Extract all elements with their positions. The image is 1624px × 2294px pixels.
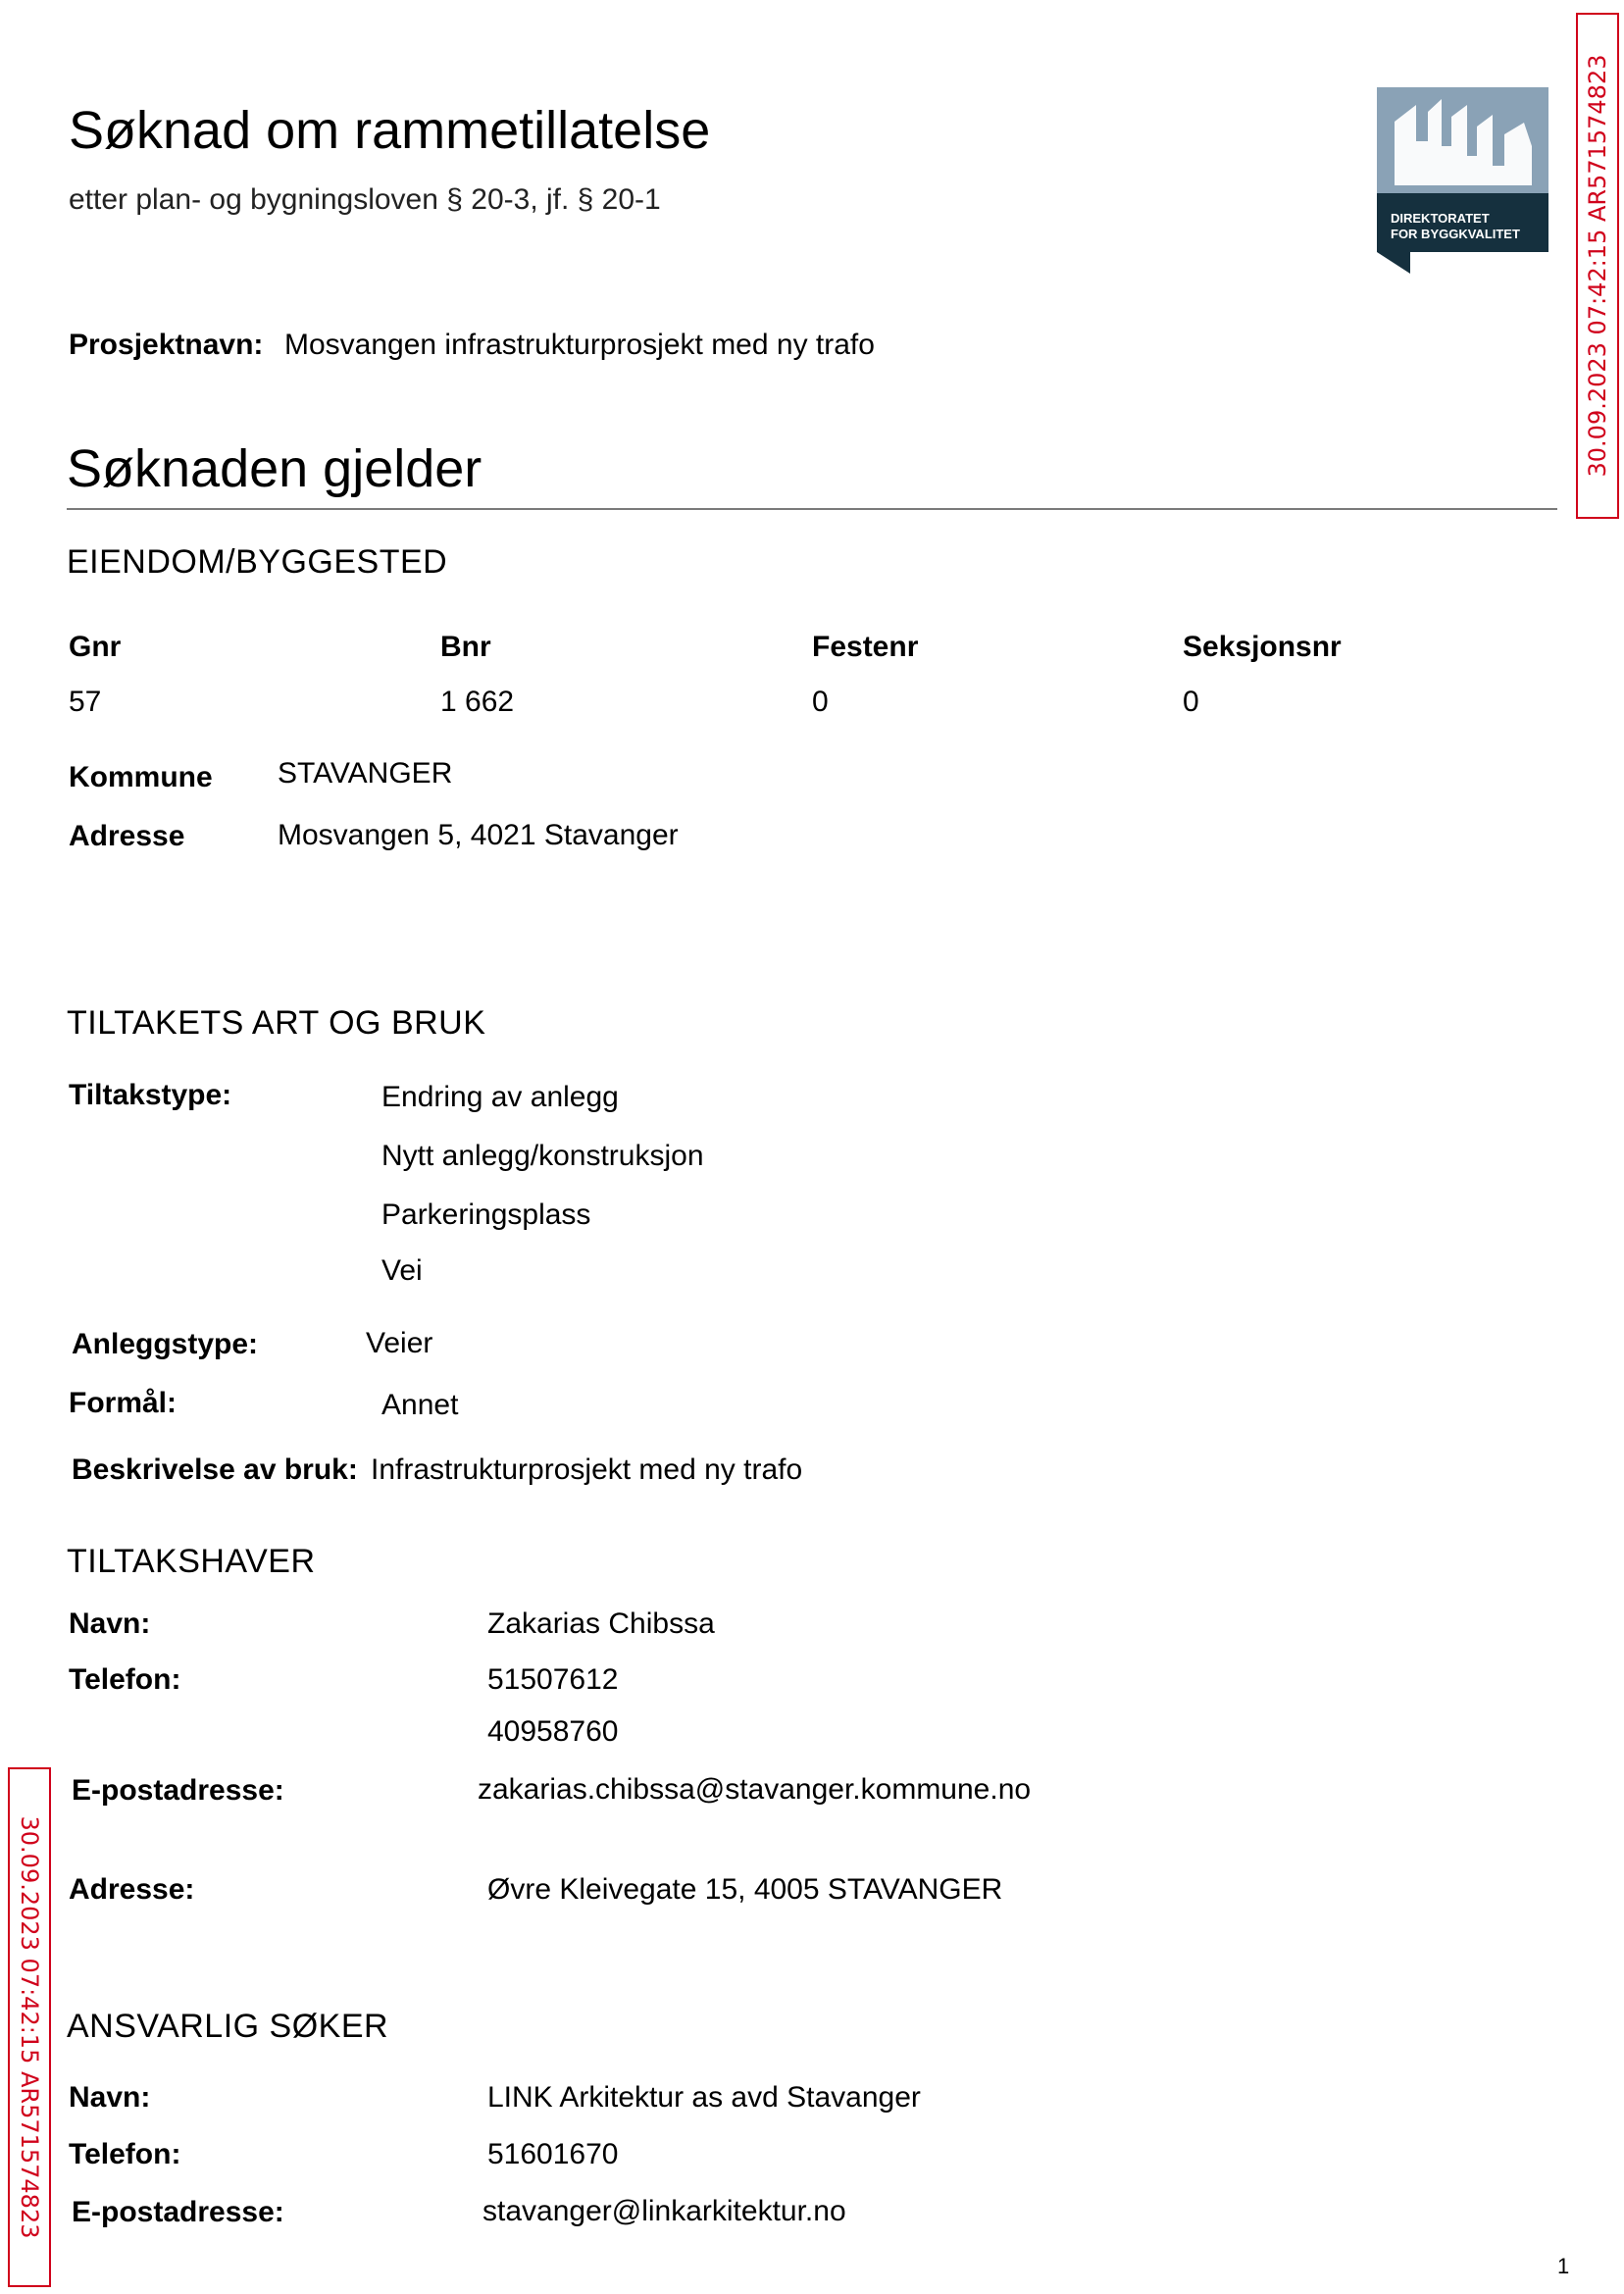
property-value-gnr: 57	[69, 686, 102, 718]
section-divider	[67, 508, 1557, 510]
beskrivelse-value: Infrastrukturprosjekt med ny trafo	[371, 1453, 803, 1486]
document-title: Søknad om rammetillatelse	[69, 101, 711, 160]
logo-graphic	[1377, 87, 1548, 193]
logo-ribbon-tail	[1377, 252, 1410, 274]
kommune-value: STAVANGER	[278, 757, 453, 790]
tiltakshaver-name-label: Navn:	[69, 1607, 151, 1640]
tiltakstype-value-3: Parkeringsplass	[381, 1198, 591, 1231]
soker-email-label: E-postadresse:	[72, 2196, 284, 2228]
tiltakstype-value-1: Endring av anlegg	[381, 1081, 619, 1113]
soker-phone-label: Telefon:	[69, 2138, 181, 2170]
soker-name-value: LINK Arkitektur as avd Stavanger	[487, 2081, 921, 2114]
property-value-festenr: 0	[812, 686, 829, 718]
tiltakshaver-address-label: Adresse:	[69, 1873, 195, 1906]
property-heading: EIENDOM/BYGGESTED	[67, 543, 448, 581]
document-stamp-top: 30.09.2023 07:42:15 AR571574823	[1576, 13, 1619, 519]
beskrivelse-label: Beskrivelse av bruk:	[72, 1453, 358, 1486]
property-value-seksjonsnr: 0	[1183, 686, 1199, 718]
logo-banner	[1377, 193, 1548, 252]
tiltakshaver-email-value: zakarias.chibssa@stavanger.kommune.no	[478, 1773, 1032, 1806]
property-col-seksjonsnr: Seksjonsnr	[1183, 631, 1342, 663]
property-address-value: Mosvangen 5, 4021 Stavanger	[278, 819, 679, 851]
formal-value: Annet	[381, 1389, 459, 1421]
tiltak-heading: TILTAKETS ART OG BRUK	[67, 1004, 486, 1042]
anleggstype-label: Anleggstype:	[72, 1328, 259, 1360]
tiltakstype-label: Tiltakstype:	[69, 1079, 232, 1111]
page-number: 1	[1557, 2254, 1570, 2278]
tiltakshaver-phone-value-1: 51507612	[487, 1663, 619, 1696]
tiltakshaver-heading: TILTAKSHAVER	[67, 1543, 316, 1580]
property-col-festenr: Festenr	[812, 631, 919, 663]
tiltakstype-value-2: Nytt anlegg/konstruksjon	[381, 1140, 704, 1172]
tiltakshaver-phone-label: Telefon:	[69, 1663, 181, 1696]
tiltakshaver-name-value: Zakarias Chibssa	[487, 1607, 715, 1640]
section-heading: Søknaden gjelder	[67, 439, 482, 498]
document-stamp-side: 30.09.2023 07:42:15 AR571574823	[8, 1767, 51, 2287]
project-name-label: Prosjektnavn:	[69, 329, 264, 361]
soker-email-value: stavanger@linkarkitektur.no	[482, 2195, 846, 2227]
tiltakstype-value-4: Vei	[381, 1254, 423, 1287]
tiltakshaver-phone-value-2: 40958760	[487, 1715, 619, 1748]
property-col-gnr: Gnr	[69, 631, 122, 663]
property-value-bnr: 1 662	[440, 686, 515, 718]
anleggstype-value: Veier	[366, 1327, 433, 1359]
document-subtitle: etter plan- og bygningsloven § 20-3, jf. § 20-1	[69, 183, 661, 216]
soker-phone-value: 51601670	[487, 2138, 619, 2170]
logo-building-icon	[1377, 87, 1548, 193]
formal-label: Formål:	[69, 1387, 178, 1419]
logo-text-line1: DIREKTORATET	[1391, 211, 1490, 226]
property-address-label: Adresse	[69, 820, 185, 852]
tiltakshaver-email-label: E-postadresse:	[72, 1774, 284, 1807]
ansvarlig-soker-heading: ANSVARLIG SØKER	[67, 2008, 389, 2045]
kommune-label: Kommune	[69, 761, 213, 793]
property-col-bnr: Bnr	[440, 631, 491, 663]
project-name-value: Mosvangen infrastrukturprosjekt med ny trafo	[284, 329, 875, 361]
tiltakshaver-address-value: Øvre Kleivegate 15, 4005 STAVANGER	[487, 1873, 1003, 1906]
soker-name-label: Navn:	[69, 2081, 151, 2114]
logo-text-line2: FOR BYGGKVALITET	[1391, 227, 1520, 241]
